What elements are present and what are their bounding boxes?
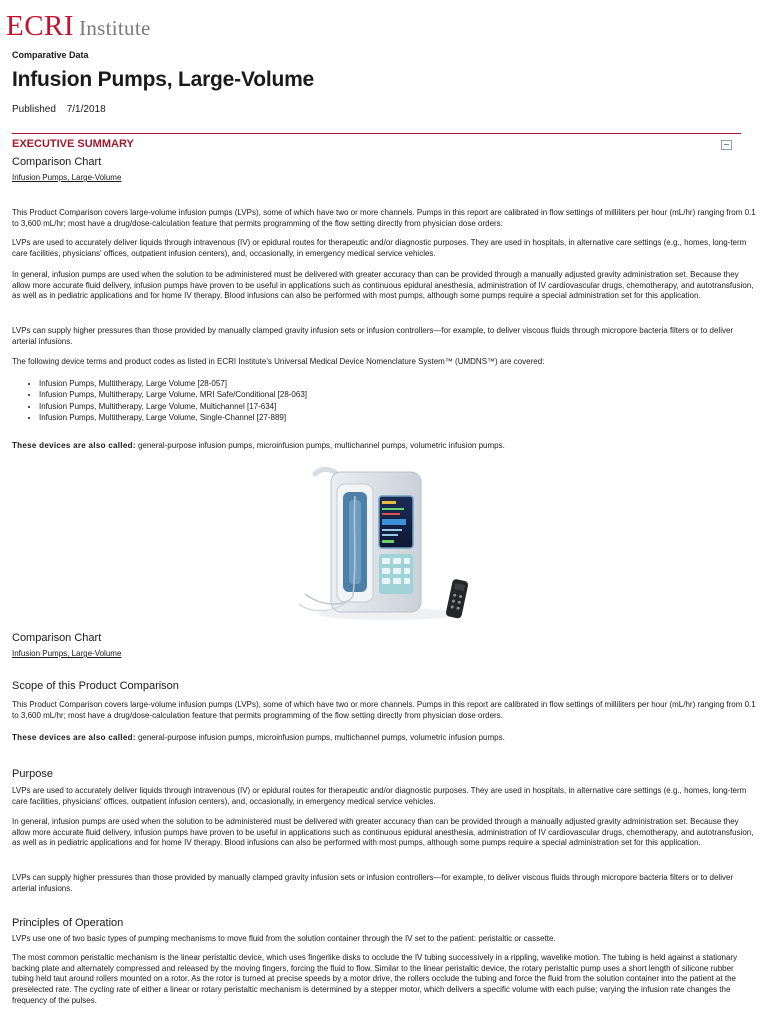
document-kicker: Comparative Data	[12, 50, 89, 60]
scope-heading: Scope of this Product Comparison	[12, 680, 179, 692]
ecri-logo	[6, 10, 151, 40]
product-code-list	[12, 378, 739, 423]
comparison-chart-link-2[interactable]: Infusion Pumps, Large-Volume	[12, 649, 122, 658]
principles-paragraph-1: LVPs use one of two basic types of pumping mechanisms to move fluid from the solution container through the IV set to the patient: peristaltic or cassette.	[12, 934, 556, 943]
also-called-text: general-purpose infusion pumps, microinfusion pumps, multichannel pumps, volumetric infusion pumps.	[135, 441, 505, 450]
also-called-label: These devices are also called:	[12, 441, 136, 450]
purpose-heading: Purpose	[12, 768, 53, 780]
logo-institute-text: Institute	[79, 16, 151, 40]
infusion-pump-image	[293, 466, 475, 624]
also-called-paragraph	[12, 441, 757, 452]
published-date: 7/1/2018	[66, 104, 106, 115]
list-item: • Infusion Pumps, Multitherapy, Large Volume [28-057]	[39, 378, 739, 389]
logo-ecri-text: ECRI	[6, 10, 75, 42]
principles-heading: Principles of Operation	[12, 917, 124, 929]
list-item: • Infusion Pumps, Multitherapy, Large Volume, Single-Channel [27-889]	[39, 412, 739, 423]
scope-also-called-text: general-purpose infusion pumps, microinfusion pumps, multichannel pumps, volumetric infusion pumps.	[135, 733, 505, 742]
purpose-paragraph-1: LVPs are used to accurately deliver liquids through intravenous (IV) or epidural routes for therapeutic and/or diagnostic purposes. They are used in hospitals, in alternative care settings (e.g., homes, long-term care facilities, physicians' offices, outpatient infusion centers), and, occasionally, in emergency medical service vehicles.	[12, 786, 747, 806]
summary-paragraph-1: This Product Comparison covers large-volume infusion pumps (LVPs), some of which have two or more channels. Pumps in this report are calibrated in flow settings of milliliters per hour (mL/hr) ranging from 0.1 to 3,600 mL/hr; most have a drug/dose-calculation feature that permits programming of the flow setting directly from physician dose orders.	[12, 208, 756, 228]
published-label: Published	[12, 104, 56, 115]
summary-paragraph-3: In general, infusion pumps are used when the solution to be administered must be delivered with greater accuracy than can be provided through a manually adjusted gravity administration set. Because they allow more accurate fluid delivery, infusion pumps have proven to be useful in applications such as continuous epidural anesthesia, administration of IV cardiovascular drugs, chemotherapy, and autotransfusion, as well as in pediatric applications and for home IV therapy. Blood infusions can also be performed with most pumps, although some pumps require a special administration set for this application.	[12, 270, 754, 301]
page-title: Infusion Pumps, Large-Volume	[12, 68, 315, 91]
executive-summary-heading: EXECUTIVE SUMMARY	[12, 138, 134, 150]
purpose-paragraph-2: In general, infusion pumps are used when the solution to be administered must be delivered with greater accuracy than can be provided through a manually adjusted gravity administration set. Because they allow more accurate fluid delivery, infusion pumps have proven to be useful in applications such as continuous epidural anesthesia, administration of IV cardiovascular drugs, chemotherapy, and autotransfusion, as well as in pediatric applications and for home IV therapy. Blood infusions can also be performed with most pumps, although some pumps require a special administration set for this application.	[12, 817, 754, 848]
list-item: • Infusion Pumps, Multitherapy, Large Volume, Multichannel [17-634]	[39, 401, 739, 412]
scope-also-called-label: These devices are also called:	[12, 733, 136, 742]
scope-paragraph-1: This Product Comparison covers large-volume infusion pumps (LVPs), some of which have two or more channels. Pumps in this report are calibrated in flow settings of milliliters per hour (mL/hr) ranging from 0.1 to 3,600 mL/hr; most have a drug/dose-calculation feature that permits programming of the flow setting directly from physician dose orders.	[12, 700, 756, 720]
purpose-paragraph-3: LVPs can supply higher pressures than those provided by manually clamped gravity infusion sets or infusion controllers—for example, to deliver viscous fluids through micropore bacteria filters or to deliver arterial infusions.	[12, 873, 734, 893]
comparison-chart-link[interactable]: Infusion Pumps, Large-Volume	[12, 173, 122, 182]
summary-paragraph-5: The following device terms and product codes as listed in ECRI Institute's Universal Medical Device Nomenclature System™ (UMDNS™) are covered:	[12, 357, 545, 366]
scope-also-called-paragraph	[12, 733, 757, 744]
summary-paragraph-2: LVPs are used to accurately deliver liquids through intravenous (IV) or epidural routes for therapeutic and/or diagnostic purposes. They are used in hospitals, in alternative care settings (e.g., homes, long-term care facilities, physicians' offices, outpatient infusion centers), and, occasionally, in emergency medical service vehicles.	[12, 238, 747, 258]
summary-paragraph-4: LVPs can supply higher pressures than those provided by manually clamped gravity infusion sets or infusion controllers—for example, to deliver viscous fluids through micropore bacteria filters or to deliver arterial infusions.	[12, 326, 734, 346]
comparison-chart-heading-2: Comparison Chart	[12, 632, 102, 644]
list-item: • Infusion Pumps, Multitherapy, Large Volume, MRI Safe/Conditional [28-063]	[39, 389, 739, 400]
section-divider	[12, 133, 741, 134]
comparison-chart-heading: Comparison Chart	[12, 156, 102, 168]
collapse-section-icon[interactable]	[721, 140, 732, 150]
principles-paragraph-2: The most common peristaltic mechanism is the linear peristaltic device, which uses fingerlike disks to occlude the IV tubing successively in a rippling, wavelike motion. The tubing is held against a stationary backing plate and alternately compressed and released by the moving fingers, forcing the fluid to flow. Similar to the linear peristaltic device, the rotary peristaltic pump uses a short length of silicone rubber tubing held taut around rollers mounted on a rotor. As the rotor is turned at precise speeds by a motor drive, the rollers occlude the tubing and force the fluid from the solution container into the patient at the preselected rate. The cycling rate of either a linear or rotary peristaltic mechanism is determined by a stepper motor, which delivers a specific volume with each pulse; varying the infusion rate changes the frequency of the pulses.	[12, 953, 738, 1005]
published-line	[12, 104, 106, 115]
